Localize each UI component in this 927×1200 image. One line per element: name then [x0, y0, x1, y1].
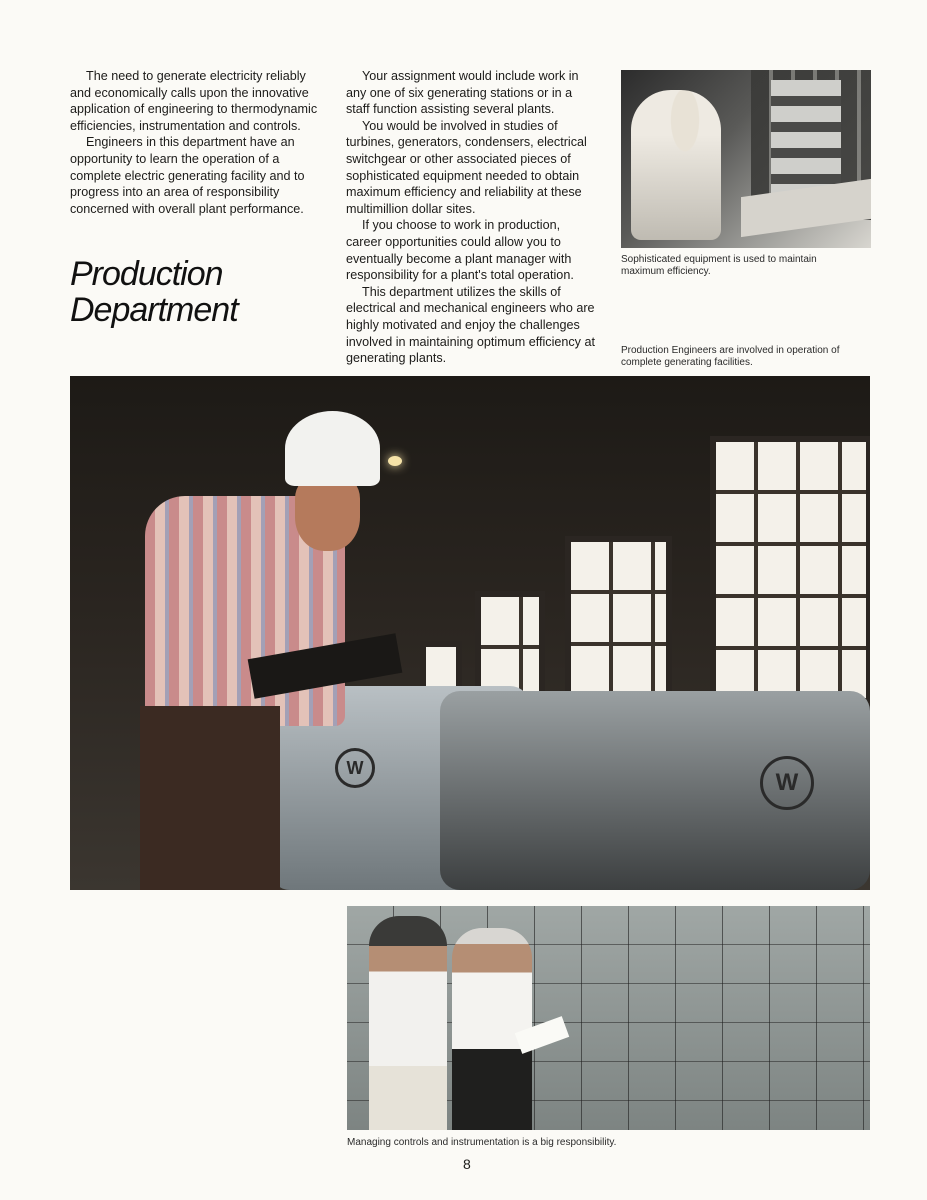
control-board-photo: [347, 906, 870, 1130]
heading-line-1: Production: [70, 255, 223, 293]
ceiling-lamp: [388, 456, 402, 466]
window-right: [710, 436, 870, 718]
left-paragraph-1: The need to generate electricity reliably and economically calls upon the innovative application of engineering to thermodynamic efficiencies, instrumentation and controls.: [70, 69, 318, 133]
engineer-right: [452, 928, 532, 1130]
monitor-screens: [771, 80, 841, 200]
heading-line-2: Department: [70, 291, 238, 329]
worker-face: [295, 476, 360, 551]
left-text-column: [70, 68, 318, 217]
control-room-photo: [621, 70, 871, 248]
middle-paragraph-2: You would be involved in studies of turbines, generators, condensers, electrical switchgear or other associated pieces of sophisticated equipment needed to obtain maximum efficiency and reliability at these multimillion dollar sites.: [346, 118, 587, 216]
page-number: 8: [463, 1156, 471, 1172]
westinghouse-logo: W: [335, 748, 375, 788]
middle-paragraph-3: If you choose to work in production, career opportunities could allow you to eventually become a plant manager with responsibility for a plant's total operation.: [346, 218, 574, 283]
hard-hat: [285, 411, 380, 486]
middle-paragraph-4: This department utilizes the skills of electrical and mechanical engineers who are highly motivated and enjoy the challenges involved in maintaining optimum efficiency at generating plants.: [346, 284, 595, 366]
main-photo-caption: Production Engineers are involved in operation of complete generating facilities.: [621, 345, 840, 368]
worker-pants: [140, 706, 280, 890]
middle-paragraph-1: Your assignment would include work in any one of six generating stations or in a staff function assisting several plants.: [346, 69, 579, 117]
westinghouse-logo: W: [760, 756, 814, 810]
engineer-figure: [631, 90, 721, 240]
left-paragraph-2: Engineers in this department have an opportunity to learn the operation of a complete electric generating facility and to progress into an area of responsibility concerned with overall plant performance.: [70, 135, 305, 216]
generator-hall-photo: [70, 376, 870, 890]
engineer-left: [369, 916, 447, 1130]
bottom-photo-caption: Managing controls and instrumentation is a big responsibility.: [347, 1137, 617, 1148]
middle-text-column: [346, 68, 598, 367]
page-heading: [70, 256, 330, 328]
top-photo-caption: Sophisticated equipment is used to maintain maximum efficiency.: [621, 254, 817, 277]
